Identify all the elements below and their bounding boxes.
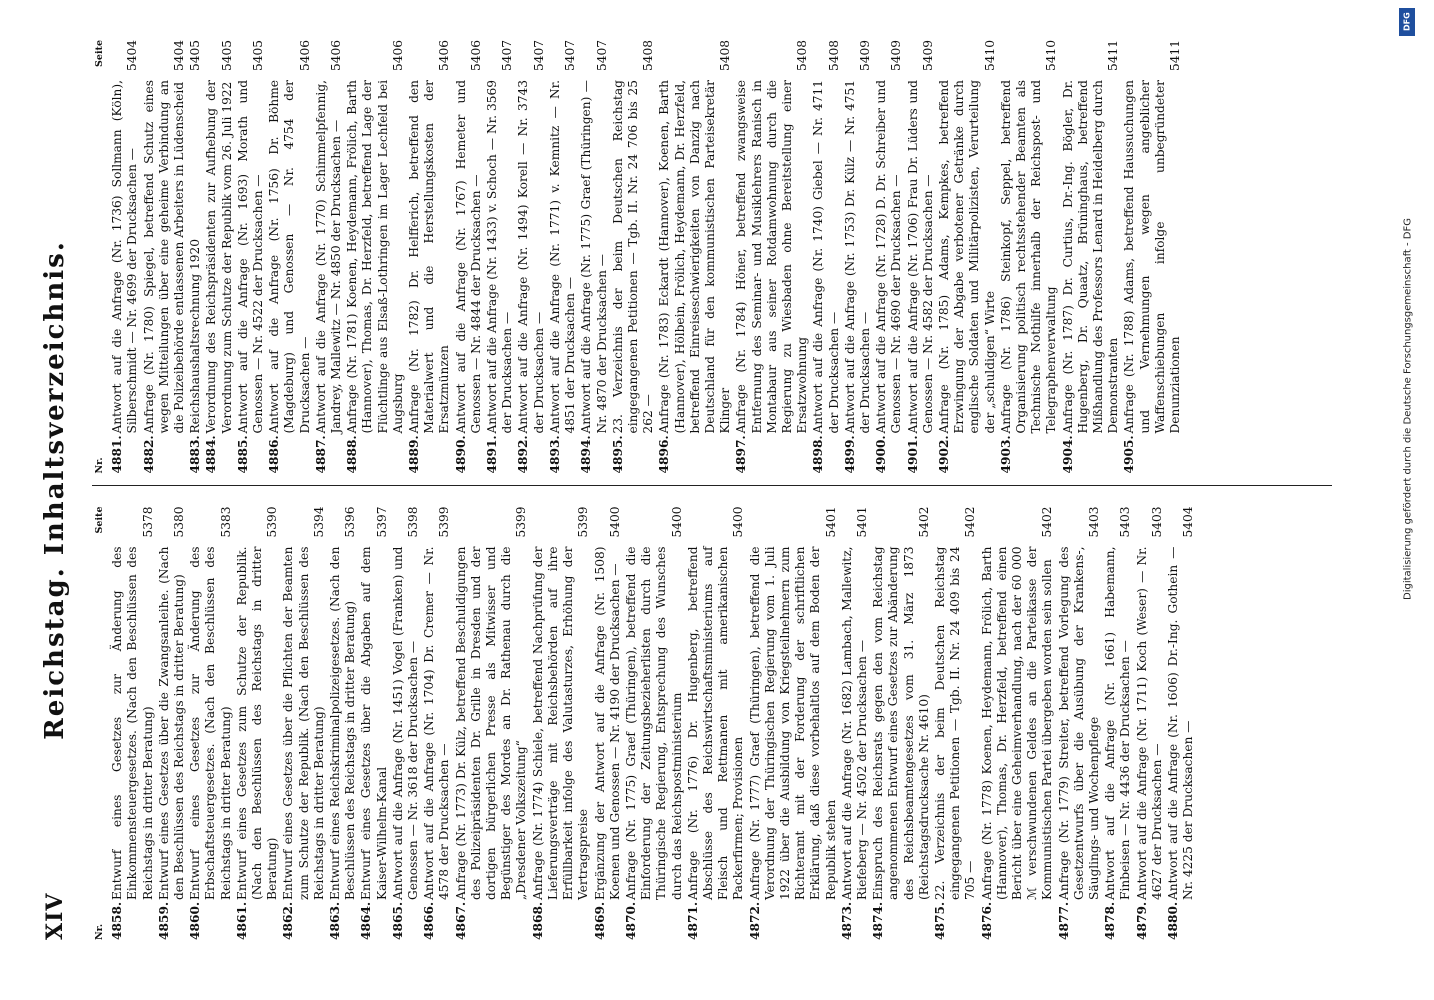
entry-number: 4898. [811,435,826,474]
index-entry [611,40,657,474]
index-entry [686,507,747,941]
entry-number: 4902. [936,435,951,474]
entry-page: 5409 [889,40,904,72]
index-entry [281,507,327,941]
index-entry [933,507,979,941]
entry-page: 5383 [218,506,233,538]
entry-text: Anfrage (Nr. 1781) Koenen, Heydemann, Frölich, Barth (Hannover), Thomas, Dr. Herzfeld, betreffend Lage der Flüchtlinge aus Elsaß-Lothringen im Lager Lechfeld bei Augsburg [345,80,405,434]
entry-page: 5411 [1168,40,1183,72]
entry-text: Antwort auf die Anfrage (Nr. 1728) D. Dr. Schreiber und Genossen — Nr. 4690 der Drucksachen — [874,80,904,434]
entry-text: Anfrage (Nr. 1788) Adams, betreffend Haussuchungen und Vernehmungen wegen angeblicher Waffenschiebungen infolge unbegründeter Denunziationen [1122,80,1183,434]
entry-page: 5406 [390,40,405,72]
index-entry [624,507,685,941]
digitization-sidebar [1380,0,1434,1000]
entry-number: 4894. [579,435,594,474]
entry-text: Anfrage (Nr. 1779) Streiter, betreffend Vorlegung des Gesetzentwurfs über die Ausübung der Krankens-, Säuglings- und Wochenpflege [1056,546,1101,900]
entry-page: 5404 [1181,506,1196,538]
entry-page: 5400 [607,506,622,538]
entry-page: 5403 [1149,506,1164,538]
entry-text: Antwort auf die Anfrage (Nr. 1606) Dr.-Ing. Gothein — Nr. 4225 der Drucksachen — [1166,546,1196,900]
entry-text: Entwurf eines Gesetzes über die Zwangsanleihe. (Nach den Beschlüssen des Reichstags in dritter Beratung) [156,546,187,900]
entry-number: 4897. [734,435,749,474]
entry-number: 4904. [1060,435,1075,474]
entry-text: Anfrage (Nr. 1785) Adams, Kempkes, betreffend Erzwingung der Abgabe verbotener Getränke durch englische Soldaten und Militärpolizisten, Verurteilung der „schuldigen“ Wirte [936,80,997,434]
entry-number: 4859. [156,901,171,940]
entry-page: 5408 [826,40,841,72]
entry-text: Antwort auf die Anfrage (Nr. 1770) Schimmelpfennig, Jandrey, Mallewitz — Nr. 4850 der Drucksachen — [313,80,344,434]
entry-number: 4882. [141,435,156,474]
entry-page: 5390 [265,506,280,538]
entry-number: 4905. [1122,435,1137,474]
entry-page: 5398 [406,506,421,538]
entry-number: 4872. [747,901,762,940]
index-entry [142,40,188,474]
nr-heading: Nr. [94,457,105,474]
entry-text: Entwurf eines Gesetzes zur Änderung des Erbschaftsteuergesetzes. (Nach den Beschlüssen des Reichstags in dritter Beratung) [188,546,233,900]
entry-page: 5397 [374,506,389,538]
entry-number: 4858. [110,901,125,940]
index-entry [422,507,452,941]
entry-number: 4869. [592,901,607,940]
index-entry [1135,507,1165,941]
entry-number: 4867. [453,901,468,940]
entry-text: Entwurf eines Reichskriminalpolizeigesetzes. (Nach den Beschlüssen des Reichstags in dritter Beratung) [328,546,358,900]
entry-page: 5402 [916,506,931,538]
entry-page: 5408 [718,40,733,72]
entry-number: 4880. [1166,901,1181,940]
dfg-logo: DFG [1399,8,1415,36]
entry-page: 5404 [125,40,140,72]
index-entry [980,507,1056,941]
entry-text: Entwurf eines Gesetzes über die Pflichten der Beamten zum Schutze der Republik. (Nach den Beschlüssen des Reichstags in dritter Beratung) [281,546,326,900]
seite-heading: Seite [94,506,105,534]
entry-page: 5409 [920,40,935,72]
entry-number: 4863. [328,901,343,940]
entry-page: 5406 [297,40,312,72]
entry-number: 4862. [281,901,296,940]
index-entry [1166,507,1196,941]
entry-page: 5411 [1106,40,1121,72]
entry-number: 4861. [234,901,249,940]
entry-number: 4860. [188,901,203,940]
index-entry [454,40,484,474]
entry-text: Entwurf eines Gesetzes zum Schutze der Republik. (Nach den Beschlüssen des Reichstags in dritter Beratung) [234,546,280,900]
entry-text: Antwort auf die Anfrage (Nr. 1706) Frau Dr. Lüders und Genossen — Nr. 4582 der Drucksachen — [905,80,935,434]
entry-text: Anfrage (Nr. 1774) Schiele, betreffend Nachprüfung der Lieferungsverträge mit Reichsbehörden auf ihre Erfüllbarkeit infolge des Valutasturzes, Erhöhung der Vertragspreise [530,546,591,900]
entry-text: Antwort auf die Anfrage (Nr. 1771) v. Kemnitz — Nr. 4851 der Drucksachen — [547,80,578,434]
digitization-note: Digitalisierung gefördert durch die Deutsche Forschungsgemeinschaft - DFG [1402,217,1414,600]
column-head [92,40,107,474]
entry-number: 4870. [623,901,638,940]
entry-text: Antwort auf die Anfrage (Nr. 1693) Morath und Genossen — Nr. 4522 der Drucksachen — [235,80,266,434]
entry-number: 4878. [1103,901,1118,940]
entry-page: 5410 [1044,40,1059,72]
index-entry [1122,40,1183,474]
index-entry [811,40,841,474]
index-entry [1061,40,1122,474]
index-entry [454,507,530,941]
index-entry [579,40,609,474]
entry-number: 4899. [842,435,857,474]
entry-page: 5378 [140,506,155,538]
entry-page: 5407 [531,40,546,72]
entry-number: 4901. [905,435,920,474]
page-title: Reichstag. Inhaltsverzeichnis. [40,240,70,740]
entry-number: 4868. [530,901,545,940]
entry-number: 4892. [516,435,531,474]
entry-page: 5403 [1087,506,1101,538]
entry-page: 5409 [857,40,872,72]
entry-text: Anfrage (Nr. 1787) Dr. Curtius, Dr.-Ing. Bögler, Dr. Hugenberg, Dr. Quaatz, Brüninghaus, betreffend Mißhandlung des Professors Lenard in Heidelberg durch Demonstranten [1060,80,1121,434]
entry-page: 5405 [188,40,203,72]
index-entry [999,40,1060,474]
entry-page: 5394 [311,506,326,538]
entry-text: Anfrage (Nr. 1780) Spiegel, betreffend Schutz eines wegen Mitteilungen über eine geheime Verbindung an die Polizeibehörde entlassenen Arbeiters in Lüdenscheid [141,80,187,434]
index-entry [110,507,156,941]
entry-number: 4900. [874,435,889,474]
entry-page: 5399 [514,506,529,538]
entry-page: 5404 [172,40,187,72]
index-entry [328,507,358,941]
entry-number: 4893. [547,435,562,474]
page-header [40,40,74,940]
index-entry [840,507,870,941]
index-entry [531,507,592,941]
entry-page: 5406 [329,40,344,72]
entry-text: Anfrage (Nr. 1778) Koenen, Heydemann, Frölich, Barth (Hannover), Thomas, Dr. Herzfeld, betreffend einen Bericht über eine Geheimverhandlung, nach der 60 000 ℳ verschwundenen Geldes an die Parteikasse der Kommunistischen Partei übergeben worden sein sollen [979,546,1055,900]
entry-page: 5406 [468,40,483,72]
entry-page: 5408 [641,40,656,72]
entry-page: 5380 [172,506,187,538]
entry-number: 4873. [839,901,854,940]
entry-page: 5396 [343,506,358,538]
entry-text: 23. Verzeichnis der beim Deutschen Reichstag eingegangenen Petitionen — Tgb. II. Nr. 24 706 bis 25 262 — [610,80,656,434]
entry-number: 4883. [188,435,203,474]
index-entry [843,40,873,474]
page-number: XIV [42,892,68,940]
entry-text: Ergänzung der Antwort auf die Anfrage (Nr. 1508) Koenen und Genossen — Nr. 4190 der Drucksachen — [592,546,622,900]
entry-text: Anfrage (Nr. 1782) Dr. Helfferich, betreffend den Materialwert und die Herstellungskosten der Ersatzmünzen [407,80,452,434]
entry-number: 4891. [485,435,500,474]
entry-page: 5406 [437,40,452,72]
entry-number: 4874. [871,901,886,940]
entry-number: 4887. [313,435,328,474]
entry-number: 4877. [1056,901,1071,940]
entry-page: 5400 [731,506,746,538]
index-entry [874,40,904,474]
entry-text: 22. Verzeichnis der beim Deutschen Reichstag eingegangenen Petitionen — Tgb. II. Nr. 24 409 bis 24 705 — [932,546,978,900]
entry-text: Antwort auf die Anfrage (Nr. 1433) v. Schoch — Nr. 3569 der Drucksachen — [485,80,515,434]
entry-number: 4895. [610,435,625,474]
index-entry [157,507,187,941]
entry-text: Antwort auf die Anfrage (Nr. 1753) Dr. Külz — Nr. 4751 der Drucksachen — [842,80,872,434]
entry-page: 5403 [1118,506,1133,538]
index-entry [235,507,281,941]
index-entry [314,40,344,474]
entry-number: 4888. [345,435,360,474]
entry-page: 5407 [594,40,609,72]
index-entry [937,40,998,474]
nr-heading: Nr. [94,923,105,940]
entry-text: Anfrage (Nr. 1776) Dr. Hugenberg, betreffend Abschlüsse des Reichswirtschaftsministeriums auf Fleisch und Rettmanen mit amerikanischen Packerfirmen; Provisionen [685,546,746,900]
index-entry [516,40,546,474]
entry-text: Antwort auf die Anfrage (Nr. 1767) Hemeter und Genossen — Nr. 4844 der Drucksachen — [453,80,483,434]
entry-page: 5405 [219,40,234,72]
entry-number: 4879. [1134,901,1149,940]
entry-text: Antwort auf die Anfrage (Nr. 1775) Graef (Thüringen) — Nr. 4870 der Drucksachen — [579,80,609,434]
entry-page: 5407 [500,40,515,72]
entry-number: 4889. [407,435,422,474]
entry-page: 5399 [576,506,591,538]
entry-text: Antwort auf die Anfrage (Nr. 1756) Dr. Böhme (Magdeburg) und Genossen — Nr. 4754 der Drucksachen — [267,80,312,434]
entry-text: Anfrage (Nr. 1775) Graef (Thüringen), betreffend die Einforderung der Zeitungsbezieherlisten durch die Thüringische Regierung, Entsprechung des Wunsches durch das Reichspostministerium [623,546,684,900]
entry-number: 4864. [359,901,374,940]
entry-number: 4875. [932,901,947,940]
entry-number: 4866. [422,901,437,940]
entry-text: Anfrage (Nr. 1773) Dr. Külz, betreffend Beschuldigungen des Polizeipräsidenten Dr. Grille in Dresden und der dortigen bürgerlichen Presse als Mitwisser und Begünstiger des Mordes an Dr. Rathenau durch die „Dresdener Volkszeitung“ [453,546,529,900]
entry-page: 5407 [563,40,578,72]
entry-number: 4890. [453,435,468,474]
entry-text: Antwort auf die Anfrage (Nr. 1736) Sollmann (Köln), Silberschmidt — Nr. 4699 der Drucksachen — [110,80,140,434]
index-entry [391,507,421,941]
entry-text: Verordnung des Reichspräsidenten zur Aufhebung der Verordnung zum Schutze der Republik vom 26. Juli 1922 [204,80,234,434]
index-entry [267,40,313,474]
index-entry [734,40,810,474]
entry-page: 5401 [854,506,869,538]
content-columns [92,40,1332,940]
entry-text: Anfrage (Nr. 1783) Eckardt (Hannover), Koenen, Barth (Hannover), Hölbein, Frölich, Heydemann, Dr. Herzfeld, betreffend Einreiseschwierigkeiten von Danzig nach Deutschland für den kommunistischen Parteisekretär Klinger [657,80,733,434]
index-entry [871,507,932,941]
entry-page: 5401 [823,506,838,538]
entry-text: Antwort auf die Anfrage (Nr. 1494) Korell — Nr. 3743 der Drucksachen — [516,80,546,434]
entry-text: Reichshaushaltsrechnung 1920 [188,238,203,434]
index-entry [748,507,839,941]
left-column [92,507,1332,941]
index-entry [359,507,389,941]
entry-text: Antwort auf die Anfrage (Nr. 1451) Vogel (Franken) und Genossen — Nr. 3618 der Drucksachen — [390,546,421,900]
entry-text: Antwort auf die Anfrage (Nr. 1740) Giebel — Nr. 4711 der Drucksachen — [811,80,841,434]
entry-page: 5402 [963,506,978,538]
entry-page: 5410 [982,40,997,72]
entry-number: 4865. [390,901,405,940]
entry-number: 4903. [998,435,1013,474]
entry-page: 5402 [1040,506,1055,538]
entry-text: Anfrage (Nr. 1777) Graef (Thüringen), betreffend die Verordnung der Thüringischen Regierung vom 1. Juli 1922 über die Ausbildung von Kriegsteilnehmern zum Richteramt mit der Forderung der schriftlichen Erklärung, daß diese vorbehaltlos auf dem Boden der Republik stehen [747,546,838,900]
entry-text: Antwort auf die Anfrage (Nr. 1704) Dr. Cremer — Nr. 4578 der Drucksachen — [422,546,452,900]
index-entry [485,40,515,474]
entry-text: Einspruch des Reichsrats gegen den vom Reichstag angenommenen Entwurf eines Gesetzes zur Abänderung des Reichsbeamtengesetzes vom 31. März 1873 (Reichstagsdrucksache Nr. 4610) [871,546,931,900]
index-entry [110,40,140,474]
entry-number: 4871. [685,901,700,940]
index-entry [906,40,936,474]
index-entry [657,40,733,474]
entry-text: Anfrage (Nr. 1784) Höner, betreffend zwangsweise Entfernung des Seminar- und Musiklehrers Ranisch in Montabaur aus seiner Rotdamwohnung durch die Regierung zu Wiesbaden ohne Bereitstellung einer Ersatzwohnung [734,80,810,434]
entry-text: Antwort auf die Anfrage (Nr. 1682) Lambach, Mallewitz, Riefeberg — Nr. 4502 der Drucksachen — [839,546,869,900]
index-entry [236,40,266,474]
entry-text: Anfrage (Nr. 1786) Steinkopf, Seppel, betreffend Organisierung politisch rechtsstehender Beamten als Technische Nothilfe innerhalb der Reichspost- und Telegraphenverwaltung [998,80,1059,434]
index-entry [204,40,234,474]
index-entry [1057,507,1103,941]
entry-page: 5399 [437,506,452,538]
entry-number: 4884. [204,435,219,474]
index-entry [345,40,406,474]
entry-number: 4876. [979,901,994,940]
entry-text: Entwurf eines Gesetzes zur Änderung des Einkommensteuergesetzes. (Nach den Beschlüssen des Reichstags in dritter Beratung) [110,546,155,900]
column-head [92,507,107,941]
entry-number: 4896. [657,435,672,474]
index-entry [407,40,453,474]
entry-page: 5408 [795,40,810,72]
index-entry [548,40,578,474]
entry-page: 5405 [251,40,266,72]
index-entry [593,507,623,941]
entry-page: 5400 [669,506,684,538]
entry-number: 4885. [235,435,250,474]
index-entry [188,40,203,474]
entry-number: 4886. [267,435,282,474]
right-column [92,40,1332,487]
entry-number: 4881. [110,435,125,474]
seite-heading: Seite [94,40,105,67]
entry-text: Entwurf eines Gesetzes über die Abgaben auf dem Kaiser-Wilhelm-Kanal [359,546,389,900]
index-entry [1103,507,1133,941]
entry-text: Antwort auf die Anfrage (Nr. 1711) Koch (Weser) — Nr. 4627 der Drucksachen — [1134,546,1164,900]
index-entry [188,507,234,941]
entry-text: Antwort auf die Anfrage (Nr. 1661) Habemann, Finbeisen — Nr. 4436 der Drucksachen — [1103,546,1133,900]
